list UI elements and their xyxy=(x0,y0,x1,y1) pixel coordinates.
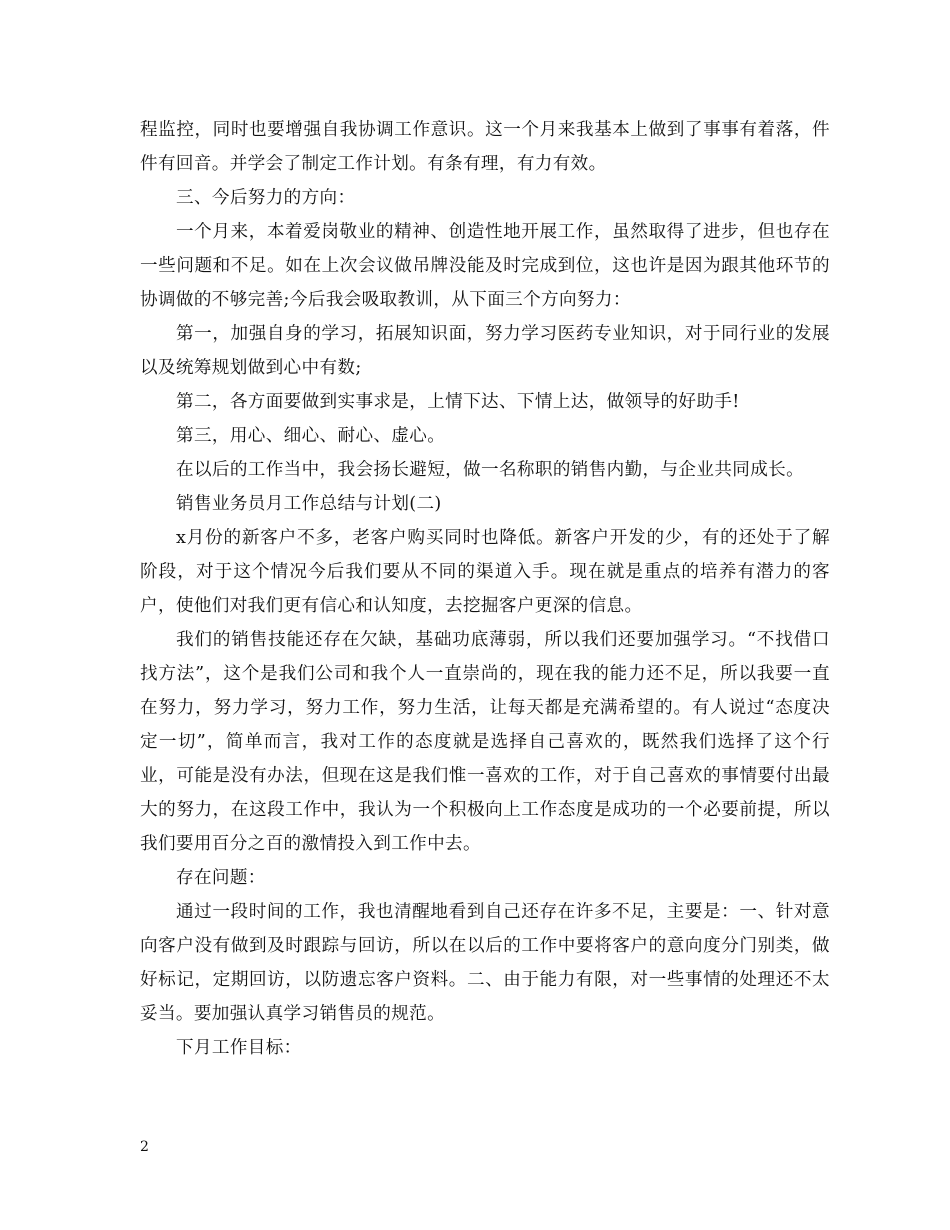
paragraph: 我们的销售技能还存在欠缺，基础功底薄弱，所以我们还要加强学习。“不找借口找方法”，这个是我们公司和我个人一直崇尚的，现在我的能力还不足，所以我要一直在努力，努力学习，努力工作，努力生活，让每天都是充满希望的。有人说过“态度决定一切”，简单而言，我对工作的态度就是选择自己喜欢的，既然我们选择了这个行业，可能是没有办法，但现在这是我们惟一喜欢的工作，对于自己喜欢的事情要付出最大的努力，在这段工作中，我认为一个积极向上工作态度是成功的一个必要前提，所以我们要用百分之百的激情投入到工作中去。 xyxy=(140,630,830,854)
paragraph: 在以后的工作当中，我会扬长避短，做一名称职的销售内勤，与企业共同成长。 xyxy=(176,460,805,480)
paragraph: x月份的新客户不多，老客户购买同时也降低。新客户开发的少，有的还处于了解阶段，对于这个情况今后我们要从不同的渠道入手。现在就是重点的培养有潜力的客户，使他们对我们更有信心和认知度，去挖掘客户更深的信息。 xyxy=(140,528,830,616)
page-number: 2 xyxy=(140,1139,149,1155)
paragraph: 一个月来，本着爱岗敬业的精神、创造性地开展工作，虽然取得了进步，但也存在一些问题和不足。如在上次会议做吊牌没能及时完成到位，这也许是因为跟其他环节的协调做的不够完善;今后我会吸取教训，从下面三个方向努力： xyxy=(140,222,830,310)
section-heading-next-month-goals: 下月工作目标： xyxy=(176,1038,302,1058)
paragraph-first-point: 第一，加强自身的学习，拓展知识面，努力学习医药专业知识，对于同行业的发展以及统筹规划做到心中有数; xyxy=(140,324,830,378)
paragraph-second-point: 第二，各方面要做到实事求是，上情下达、下情上达，做领导的好助手! xyxy=(176,392,740,412)
section-heading-future-direction: 三、今后努力的方向： xyxy=(176,188,356,208)
document-body xyxy=(140,113,830,1065)
paragraph: 通过一段时间的工作，我也清醒地看到自己还存在许多不足，主要是：一、针对意向客户没有做到及时跟踪与回访，所以在以后的工作中要将客户的意向度分门别类，做好标记，定期回访，以防遗忘客户资料。二、由于能力有限，对一些事情的处理还不太妥当。要加强认真学习销售员的规范。 xyxy=(140,902,830,1024)
section-title: 销售业务员月工作总结与计划(二) xyxy=(176,494,442,514)
paragraph-continued: 程监控，同时也要增强自我协调工作意识。这一个月来我基本上做到了事事有着落，件件有回音。并学会了制定工作计划。有条有理，有力有效。 xyxy=(140,120,830,174)
section-heading-problems: 存在问题： xyxy=(176,868,266,888)
paragraph-third-point: 第三，用心、细心、耐心、虚心。 xyxy=(176,426,446,446)
